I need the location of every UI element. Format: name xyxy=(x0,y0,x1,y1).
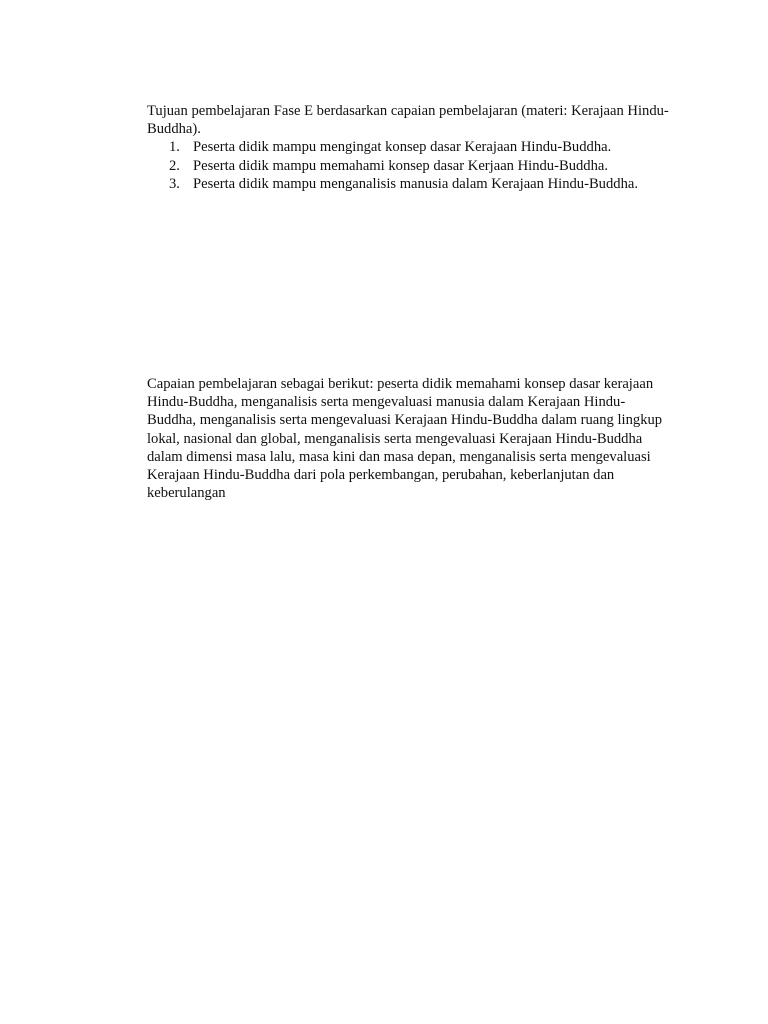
learning-goals-list xyxy=(147,138,672,193)
goal-text-1: Peserta didik mampu mengingat konsep dasar Kerajaan Hindu-Buddha. xyxy=(193,139,612,156)
goal-item-2 xyxy=(147,157,672,175)
goal-text-2: Peserta didik mampu memahami konsep dasar Kerjaan Hindu-Buddha. xyxy=(193,157,609,174)
learning-goals-section xyxy=(147,102,672,193)
goal-number-1: 1. xyxy=(169,139,180,156)
learning-outcomes-section xyxy=(147,375,672,502)
goal-item-3 xyxy=(147,175,672,193)
learning-goals-intro: Tujuan pembelajaran Fase E berdasarkan capaian pembelajaran (materi: Kerajaan Hindu-Buddha). xyxy=(147,103,669,138)
learning-outcomes-paragraph: Capaian pembelajaran sebagai berikut: peserta didik memahami konsep dasar kerajaan Hindu-Buddha, menganalisis serta mengevaluasi manusia dalam Kerajaan Hindu-Buddha, menganalisis serta mengevaluasi Kerajaan Hindu-Buddha dalam ruang lingkup lokal, nasional dan global, menganalisis serta mengevaluasi Kerajaan Hindu-Buddha dalam dimensi masa lalu, masa kini dan masa depan, menganalisis serta mengevaluasi Kerajaan Hindu-Buddha dari pola perkembangan, perubahan, keberlanjutan dan keberulangan xyxy=(147,376,663,502)
goal-number-2: 2. xyxy=(169,157,180,174)
goal-number-3: 3. xyxy=(169,175,180,192)
goal-item-1 xyxy=(147,138,672,156)
goal-text-3: Peserta didik mampu menganalisis manusia dalam Kerajaan Hindu-Buddha. xyxy=(193,175,638,192)
